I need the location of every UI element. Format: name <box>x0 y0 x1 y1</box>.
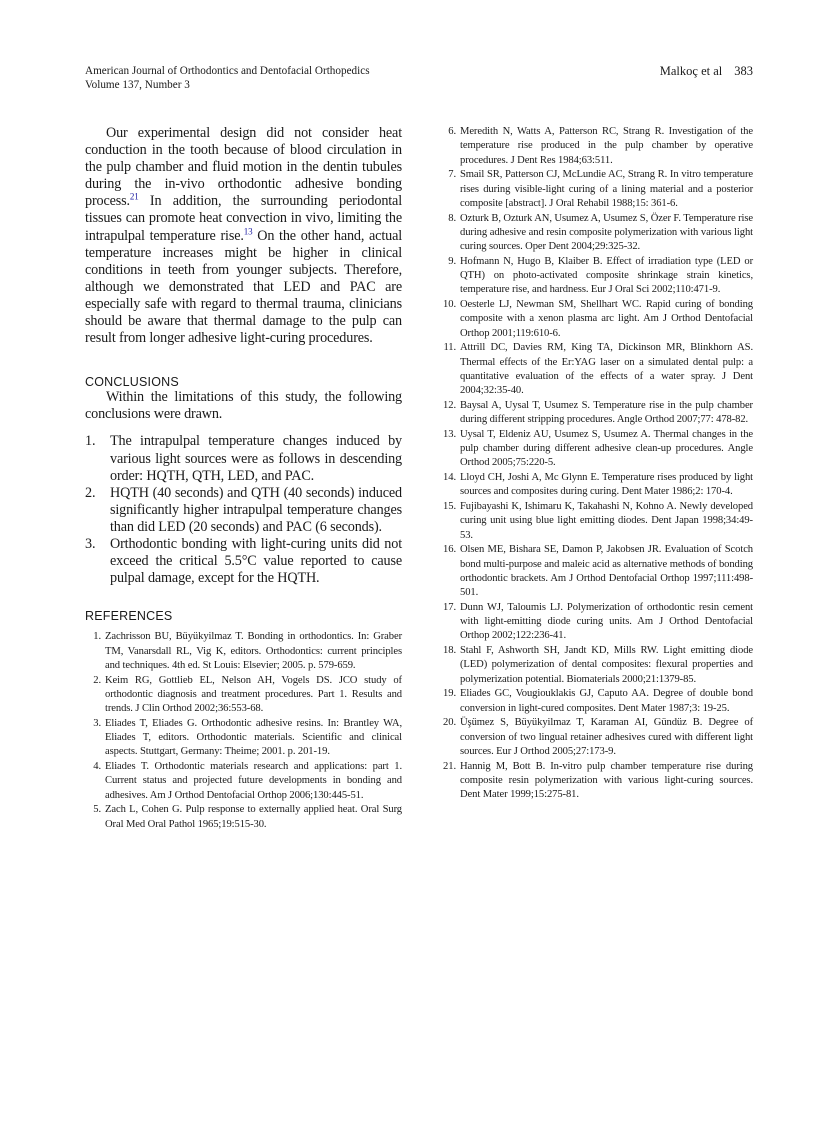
reference-item <box>437 298 753 341</box>
reference-item-number: 21. <box>443 760 456 772</box>
reference-item <box>437 644 753 687</box>
reference-item-number: 11. <box>443 342 456 354</box>
reference-item-number: 7. <box>448 169 456 181</box>
reference-item-text: Fujibayashi K, Ishimaru K, Takahashi N, Kohno A. Newly developed curing unit using blue light emitting diodes. Dent Japan 1998;34:49-53. <box>460 501 753 541</box>
reference-item-number: 9. <box>448 255 456 267</box>
conclusion-item-number: 1. <box>85 433 96 450</box>
reference-item-number: 19. <box>443 688 456 700</box>
journal-volume: Volume 137, Number 3 <box>85 79 190 91</box>
reference-item-text: Oesterle LJ, Newman SM, Shellhart WC. Rapid curing of bonding composite with a xenon plasma arc light. Am J Orthod Dentofacial Orthop 2001;119:610-6. <box>460 299 753 339</box>
reference-item <box>87 803 402 832</box>
references-list <box>85 630 402 832</box>
reference-item-text: Zach L, Cohen G. Pulp response to externally applied heat. Oral Surg Oral Med Oral Pathol 1965;19:515-30. <box>105 804 402 830</box>
reference-item-text: Eliades T, Eliades G. Orthodontic adhesive resins. In: Brantley WA, Eliades T, editors. Orthodontic materials. Scientific and clinical aspects. Stuttgart, Germany: Theime; 2001. p. 201-19. <box>105 717 402 758</box>
reference-item-text: Hofmann N, Hugo B, Klaiber B. Effect of irradiation type (LED or QTH) on photo-activated composite shrinkage strain kinetics, temperature rise, and hardness. Eur J Oral Sci 2002;110:471-9. <box>460 255 753 296</box>
reference-item-text: Meredith N, Watts A, Patterson RC, Strang R. Investigation of the temperature rise produced in the pulp chamber by operative procedures. J Dent Res 1984;63:511. <box>460 126 753 166</box>
discussion-paragraph <box>85 125 402 347</box>
reference-item-number: 6. <box>448 126 456 137</box>
reference-item-number: 3. <box>93 717 101 729</box>
reference-item-number: 1. <box>93 631 101 643</box>
reference-item-number: 18. <box>443 645 456 656</box>
right-column <box>437 125 753 803</box>
conclusion-item-text: The intrapulpal temperature changes induced by various light sources were as follows in descending order: HQTH, QTH, LED, and PAC. <box>110 433 402 484</box>
reference-item-text: Zachrisson BU, Büyükyilmaz T. Bonding in orthodontics. In: Graber TM, Vanarsdall RL, Vig K, editors. Orthodontics: current principles and techniques. 4th ed. St Louis: Elsevier; 2005. p. 579-659. <box>105 631 402 671</box>
reference-item-text: Dunn WJ, Taloumis LJ. Polymerization of orthodontic resin cement with light-emitting diode curing units. Am J Orthod Dentofacial Orthop 2002;122:236-41. <box>460 601 753 642</box>
conclusions-heading: CONCLUSIONS <box>85 375 179 390</box>
reference-item-number: 15. <box>443 501 456 512</box>
reference-item-text: Eliades T. Orthodontic materials research and applications: part 1. Current status and projected future developments in bonding and adhesives. Am J Orthod Dentofacial Orthop 2006;130:445-51. <box>105 761 402 801</box>
journal-title: American Journal of Orthodontics and Dentofacial Orthopedics <box>85 65 370 77</box>
reference-item-text: Smail SR, Patterson CJ, McLundie AC, Strang R. In vitro temperature rises during visible-light curing of a lining material and a posterior composite [abstract]. J Oral Rehabil 1988;15: 361-6. <box>460 169 753 209</box>
reference-item-text: Hannig M, Bott B. In-vitro pulp chamber temperature rise during composite resin polymerization with various light-curing sources. Dent Mater 1999;15:275-81. <box>460 760 753 800</box>
conclusion-item <box>85 485 402 536</box>
conclusion-item <box>85 433 402 484</box>
reference-item <box>437 543 753 600</box>
reference-item-number: 16. <box>443 544 456 556</box>
reference-item-text: Uysal T, Eldeniz AU, Usumez S, Usumez A. Thermal changes in the pulp chamber during different adhesive clean-up procedures. Angle Orthod 2005;75:220-5. <box>460 428 753 469</box>
citation-link[interactable]: 13 <box>243 225 253 236</box>
page-number: 383 <box>734 64 753 78</box>
reference-item-text: Lloyd CH, Joshi A, Mc Glynn E. Temperature rises produced by light sources and composites during curing. Dent Mater 1986;2: 170-4. <box>460 472 753 498</box>
reference-item <box>437 716 753 759</box>
reference-item <box>87 630 402 673</box>
reference-item-number: 8. <box>448 212 456 224</box>
reference-item-text: Stahl F, Ashworth SH, Jandt KD, Mills RW. Light emitting diode (LED) polymerization of dental composites: flexural properties and polymerization potential. Biomaterials 2000;21:1379-85. <box>460 645 753 685</box>
reference-item <box>437 341 753 398</box>
reference-item-number: 2. <box>93 674 101 686</box>
reference-item <box>437 471 753 500</box>
page-header-right <box>660 64 753 78</box>
reference-item <box>87 674 402 717</box>
reference-item-number: 5. <box>93 804 101 816</box>
reference-item-number: 14. <box>443 472 456 483</box>
conclusion-item-text: HQTH (40 seconds) and QTH (40 seconds) induced significantly higher intrapulpal temperature changes than did LED (20 seconds) and PAC (6 seconds). <box>110 484 402 535</box>
reference-item-text: Üşümez S, Büyükyilmaz T, Karaman AI, Gündüz B. Degree of conversion of two lingual retainer adhesives cured with different light sources. Eur J Orthod 2005;27:173-9. <box>460 717 753 757</box>
reference-item <box>437 428 753 471</box>
reference-item-text: Olsen ME, Bishara SE, Damon P, Jakobsen JR. Evaluation of Scotch bond multi-purpose and maleic acid as alternative methods of bonding orthodontic brackets. Am J Orthod Dentofacial Orthop 1997;111:498-501. <box>460 544 753 598</box>
reference-item <box>87 717 402 760</box>
left-column <box>85 125 402 832</box>
conclusions-list <box>85 433 402 587</box>
reference-item <box>437 125 753 168</box>
reference-item-number: 13. <box>443 428 456 440</box>
reference-item <box>437 255 753 298</box>
running-authors: Malkoç et al <box>659 64 723 78</box>
reference-item-number: 20. <box>443 717 456 729</box>
reference-item <box>437 168 753 211</box>
conclusion-item-number: 2. <box>85 484 96 501</box>
reference-item <box>437 212 753 255</box>
reference-item-number: 17. <box>443 601 456 613</box>
text-segment: On the other hand, actual temperature increases might be higher in clinical conditions in teeth from younger subjects. Therefore, although we demonstrated that LED and PAC are especially safe with regard to thermal trauma, clinicians should be aware that thermal damage to the pulp can result from longer adhesive light-curing procedures. <box>85 227 403 347</box>
conclusion-item-number: 3. <box>85 535 96 552</box>
reference-item-text: Ozturk B, Ozturk AN, Usumez A, Usumez S, Özer F. Temperature rise during adhesive and resin composite polymerization with various light curing sources. Oper Dent 2004;29:325-32. <box>460 212 753 252</box>
reference-item <box>437 500 753 543</box>
reference-item <box>437 601 753 644</box>
reference-item-text: Keim RG, Gottlieb EL, Nelson AH, Vogels DS. JCO study of orthodontic diagnosis and treatment procedures. Part 1. Results and trends. J Clin Orthod 2002;36:553-68. <box>105 674 402 714</box>
conclusion-item-text: Orthodontic bonding with light-curing units did not exceed the critical 5.5°C value reported to cause pulpal damage, except for the HQTH. <box>110 535 402 587</box>
reference-item <box>87 760 402 803</box>
reference-item-text: Baysal A, Uysal T, Usumez S. Temperature rise in the pulp chamber during different stripping procedures. Angle Orthod 2007;77: 478-82. <box>460 399 753 425</box>
text-segment: Our experimental design did not consider heat conduction in the tooth because of blood circulation in the pulp chamber and fluid motion in the dentin tubules during the in-vivo orthodontic adhesive bonding process. <box>85 125 402 210</box>
text-segment: In addition, the surrounding periodontal tissues can promote heat convection in vivo, limiting the intrapulpal temperature rise. <box>85 193 402 244</box>
references-heading: REFERENCES <box>85 609 173 624</box>
citation-link[interactable]: 21 <box>129 191 139 202</box>
reference-item-number: 4. <box>93 761 101 772</box>
reference-item <box>437 399 753 428</box>
conclusions-intro: Within the limitations of this study, the following conclusions were drawn. <box>85 389 402 423</box>
reference-item <box>437 760 753 803</box>
references-list-continued <box>437 125 753 802</box>
reference-item-text: Eliades GC, Vougiouklakis GJ, Caputo AA. Degree of double bond conversion in light-cured composites. Dent Mater 1987;3: 19-25. <box>460 688 753 714</box>
reference-item-text: Attrill DC, Davies RM, King TA, Dickinson MR, Blinkhorn AS. Thermal effects of the Er:YAG laser on a simulated dental pulp: a quantitative evaluation of the effects of a water spray. J Dent 2004;32:35-40. <box>460 342 753 396</box>
running-header <box>85 64 370 92</box>
reference-item-number: 10. <box>443 299 456 310</box>
reference-item-number: 12. <box>443 399 456 411</box>
reference-item <box>437 687 753 716</box>
conclusion-item <box>85 536 402 587</box>
